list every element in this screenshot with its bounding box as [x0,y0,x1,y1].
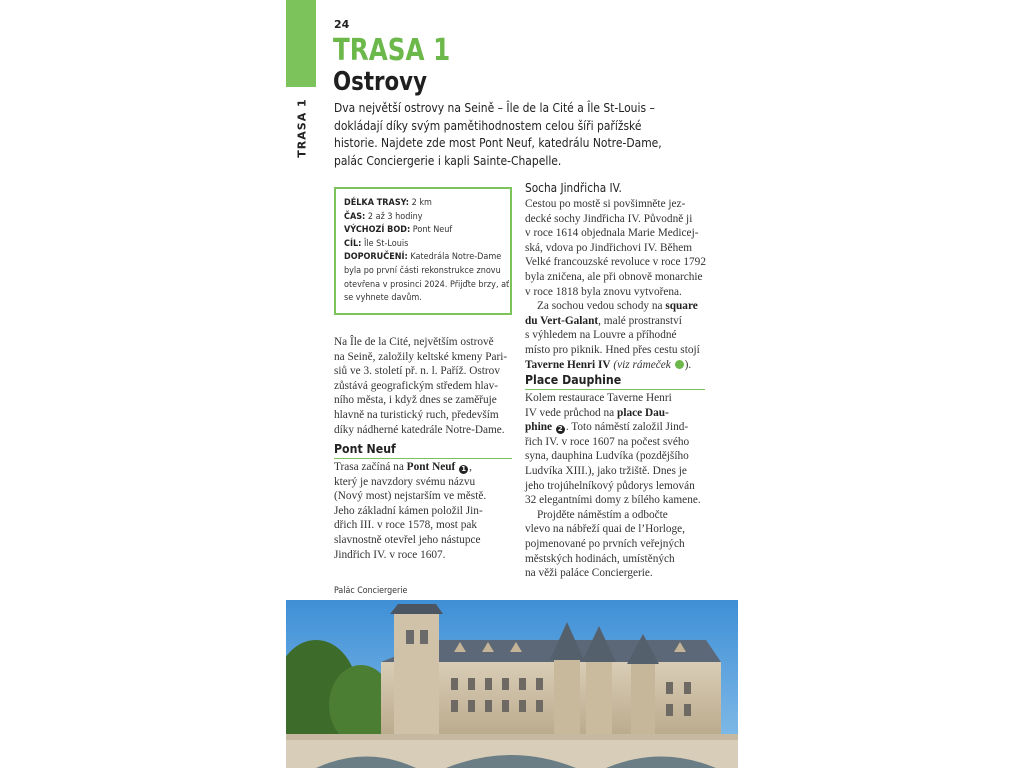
intro-line: historie. Najdete zde most Pont Neuf, katedrálu Notre-Dame, [334,135,662,150]
page-title: Ostrovy [333,67,427,97]
place-dauphine-heading: Place Dauphine [525,372,622,387]
text-line: jeho trojúhelníkový půdorys lemován [525,479,695,492]
text-line: (Nový most) nejstarším ve městě. [334,490,487,503]
sq-text: ). [684,358,692,371]
info-start-value: Pont Neuf [412,225,453,236]
info-time-value: 2 až 3 hodiny [367,211,423,222]
route-label: TRASA 1 [333,33,451,68]
place-dauphine-rule [525,389,705,390]
text-line [334,460,514,475]
left-column-paragraph [334,335,514,437]
info-length-row [344,197,493,211]
text-line: hlavně na turistický ruch, především [334,408,499,421]
pont-neuf-heading: Pont Neuf [334,441,396,456]
text-line: na věži paláce Conciergerie. [525,567,653,580]
pont-neuf-paragraph [334,460,514,562]
info-tip-label: DOPORUČENÍ: [344,252,408,263]
intro-line: dokládají díky svým pamětihodnostem celou šíři pařížské [334,117,642,133]
info-goal-value: Île St-Louis [363,238,409,249]
text-line: v roce 1818 byla znovu vytvořena. [525,285,682,298]
text-line [525,314,710,329]
info-start-row [344,224,493,238]
chapter-tab [286,0,316,87]
text-line: zůstává geografickým středem hlav- [334,379,499,392]
text-line: s výhledem na Louvre a příhodné [525,329,677,342]
text-line: řich IV. v roce 1607 na počest svého [525,435,690,448]
pd-text: . Toto náměstí založil Jind- [565,421,689,434]
pd-text: IV vede průchod na [525,406,618,419]
info-length-value: 2 km [411,198,432,208]
text-line: Na Île de la Cité, největším ostrově [334,336,494,348]
text-line: 32 elegantními domy z bílého kamene. [525,494,701,507]
square-name: square [665,300,698,313]
text-line [525,406,710,421]
intro-paragraph [334,99,706,169]
text-line: městských hodinách, umístěných [525,552,675,565]
text-line: na Seině, založily keltské kmeny Pari- [334,350,508,363]
text-line [525,420,710,435]
info-time-row [344,211,493,225]
place-dauphine-name: phine [525,421,553,434]
text-line: ního města, i když dnes se zaměřuje [334,394,497,407]
pont-neuf-rule [334,458,512,459]
text-line: vlevo na nábřeží quai de l’Horloge, [525,523,685,536]
text-line: byla zničena, ale při obnově monarchie [525,270,703,283]
text-line: siů ve 3. století př. n. l. Paříž. Ostrov [334,365,500,378]
statue-heading: Socha Jindřicha IV. [525,181,622,195]
text-line: dřich III. v roce 1578, most pak [334,519,478,532]
text-line: Ludvíka XIII.), jako tržiště. Dnes je [525,464,687,477]
taverne-name: Taverne Henri IV [525,358,611,371]
text-line: který je navzdory svému názvu [334,475,476,488]
place-dauphine-paragraph [525,391,710,581]
text-line [525,358,710,373]
text-line: ská, vdova po Jindřichovi IV. Během [525,241,693,254]
text-line: v roce 1614 objednala Marie Medicej- [525,227,699,240]
sq-text: Za sochou vedou schody na [537,300,666,313]
info-tip-text: Katedrála Notre-Dame [410,252,502,263]
box-reference: (viz rámeček [613,358,671,371]
pont-neuf-name: Pont Neuf [406,461,456,473]
side-chapter-label: TRASA 1 [295,98,309,158]
conciergerie-photo [286,600,738,768]
text-line: Jindřich IV. v roce 1607. [334,548,446,561]
text-line: Jeho základní kámen položil Jin- [334,504,483,517]
info-goal-row [344,238,493,252]
text-line: místo pro piknik. Hned přes cestu stojí [525,343,700,356]
info-length-label: DÉLKA TRASY: [344,198,410,208]
square-name: du Vert-Galant [525,314,599,327]
info-tip-line: byla po první části rekonstrukce znovu [344,265,501,276]
text-line: decké sochy Jindřicha IV. Původně ji [525,212,693,225]
intro-line: palác Conciergerie i kapli Sainte-Chapelle. [334,152,562,168]
text-line: Projděte náměstím a odbočte [537,508,668,521]
route-info-box [334,187,512,315]
sq-text: , malé prostranství [598,314,682,327]
text-line: Velké francouzské revoluce v roce 1792 [525,256,706,269]
pn-text: Trasa začíná na [334,461,407,473]
statue-paragraph [525,197,710,372]
info-time-label: ČAS: [344,211,366,222]
text-line: Kolem restaurace Taverne Henri [525,392,672,404]
place-dauphine-name: place Dau- [617,406,669,419]
text-line [525,299,710,314]
map-marker-2-icon: 2 [556,425,565,434]
page-number: 24 [334,18,350,31]
text-line: syna, dauphina Ludvíka (pozdějšího [525,450,689,463]
photo-caption: Palác Conciergerie [334,586,408,596]
green-marker-icon [675,360,684,369]
text-line: díky nádherné katedrále Notre-Dame. [334,423,505,436]
info-tip-row [344,251,502,265]
intro-line: Dva největší ostrovy na Seině – Île de la Cité a Île St-Louis – [334,100,655,115]
info-tip-line: otevřena v prosinci 2024. Přijďte brzy, ať [344,279,510,290]
text-line: Cestou po mostě si povšimněte jez- [525,198,686,210]
info-tip-line: se vyhnete davům. [344,293,422,304]
map-marker-1-icon: 1 [459,465,468,474]
conciergerie-illustration [286,600,738,768]
text-line: pojmenované po prvních veřejných [525,537,685,550]
text-line: slavnostně otevřel jeho nástupce [334,533,481,546]
info-start-label: VÝCHOZÍ BOD: [344,225,411,236]
info-goal-label: CÍL: [344,238,362,249]
pn-text: , [469,461,472,473]
